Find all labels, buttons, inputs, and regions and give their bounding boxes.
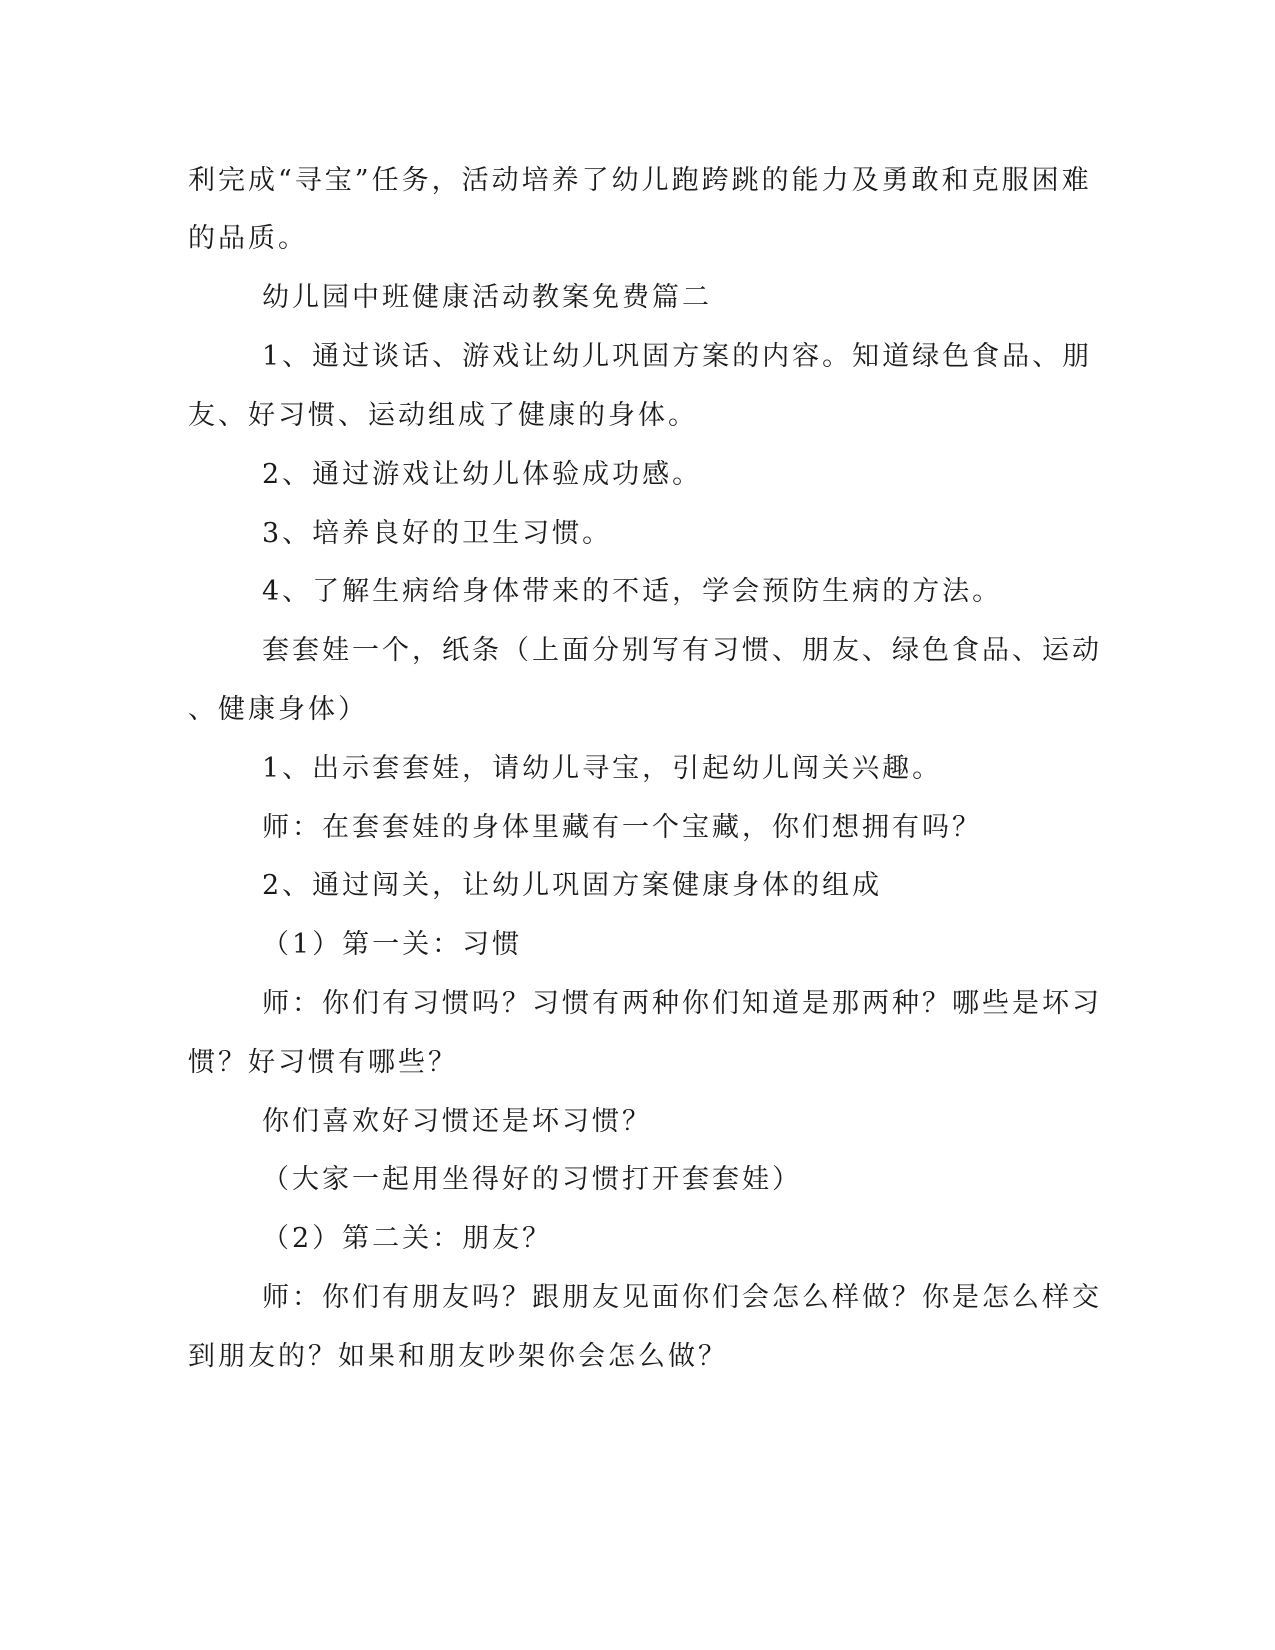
- paragraph-line: 师：你们有朋友吗？跟朋友见面你们会怎么样做？你是怎么样交: [262, 1282, 1102, 1313]
- paragraph-line: 到朋友的？如果和朋友吵架你会怎么做？: [188, 1341, 728, 1372]
- paragraph-line: 2、通过游戏让幼儿体验成功感。: [262, 459, 703, 490]
- paragraph-line: （1）第一关：习惯: [262, 929, 523, 960]
- paragraph-line: 友、好习惯、运动组成了健康的身体。: [188, 400, 698, 431]
- paragraph-line: 惯？好习惯有哪些？: [188, 1047, 458, 1078]
- paragraph-line: 、健康身体）: [188, 694, 368, 725]
- paragraph-line: 师：你们有习惯吗？习惯有两种你们知道是那两种？哪些是坏习: [262, 988, 1102, 1019]
- paragraph-line: 1、出示套套娃，请幼儿寻宝，引起幼儿闯关兴趣。: [262, 753, 943, 784]
- paragraph-line: 2、通过闯关，让幼儿巩固方案健康身体的组成: [262, 870, 883, 901]
- paragraph-line: （大家一起用坐得好的习惯打开套套娃）: [262, 1164, 802, 1195]
- paragraph-line: 4、了解生病给身体带来的不适，学会预防生病的方法。: [262, 576, 1003, 607]
- paragraph-line: 的品质。: [188, 223, 308, 254]
- section-heading: 幼儿园中班健康活动教案免费篇二: [262, 282, 712, 313]
- paragraph-line: （2）第二关：朋友？: [262, 1223, 553, 1254]
- paragraph-line: 利完成“寻宝”任务，活动培养了幼儿跑跨跳的能力及勇敢和克服困难: [188, 165, 1092, 196]
- paragraph-line: 1、通过谈话、游戏让幼儿巩固方案的内容。知道绿色食品、朋: [262, 341, 1093, 372]
- paragraph-line: 你们喜欢好习惯还是坏习惯？: [262, 1106, 652, 1137]
- paragraph-line: 师：在套套娃的身体里藏有一个宝藏，你们想拥有吗？: [262, 812, 982, 843]
- paragraph-line: 3、培养良好的卫生习惯。: [262, 518, 613, 549]
- paragraph-line: 套套娃一个，纸条（上面分别写有习惯、朋友、绿色食品、运动: [262, 635, 1102, 666]
